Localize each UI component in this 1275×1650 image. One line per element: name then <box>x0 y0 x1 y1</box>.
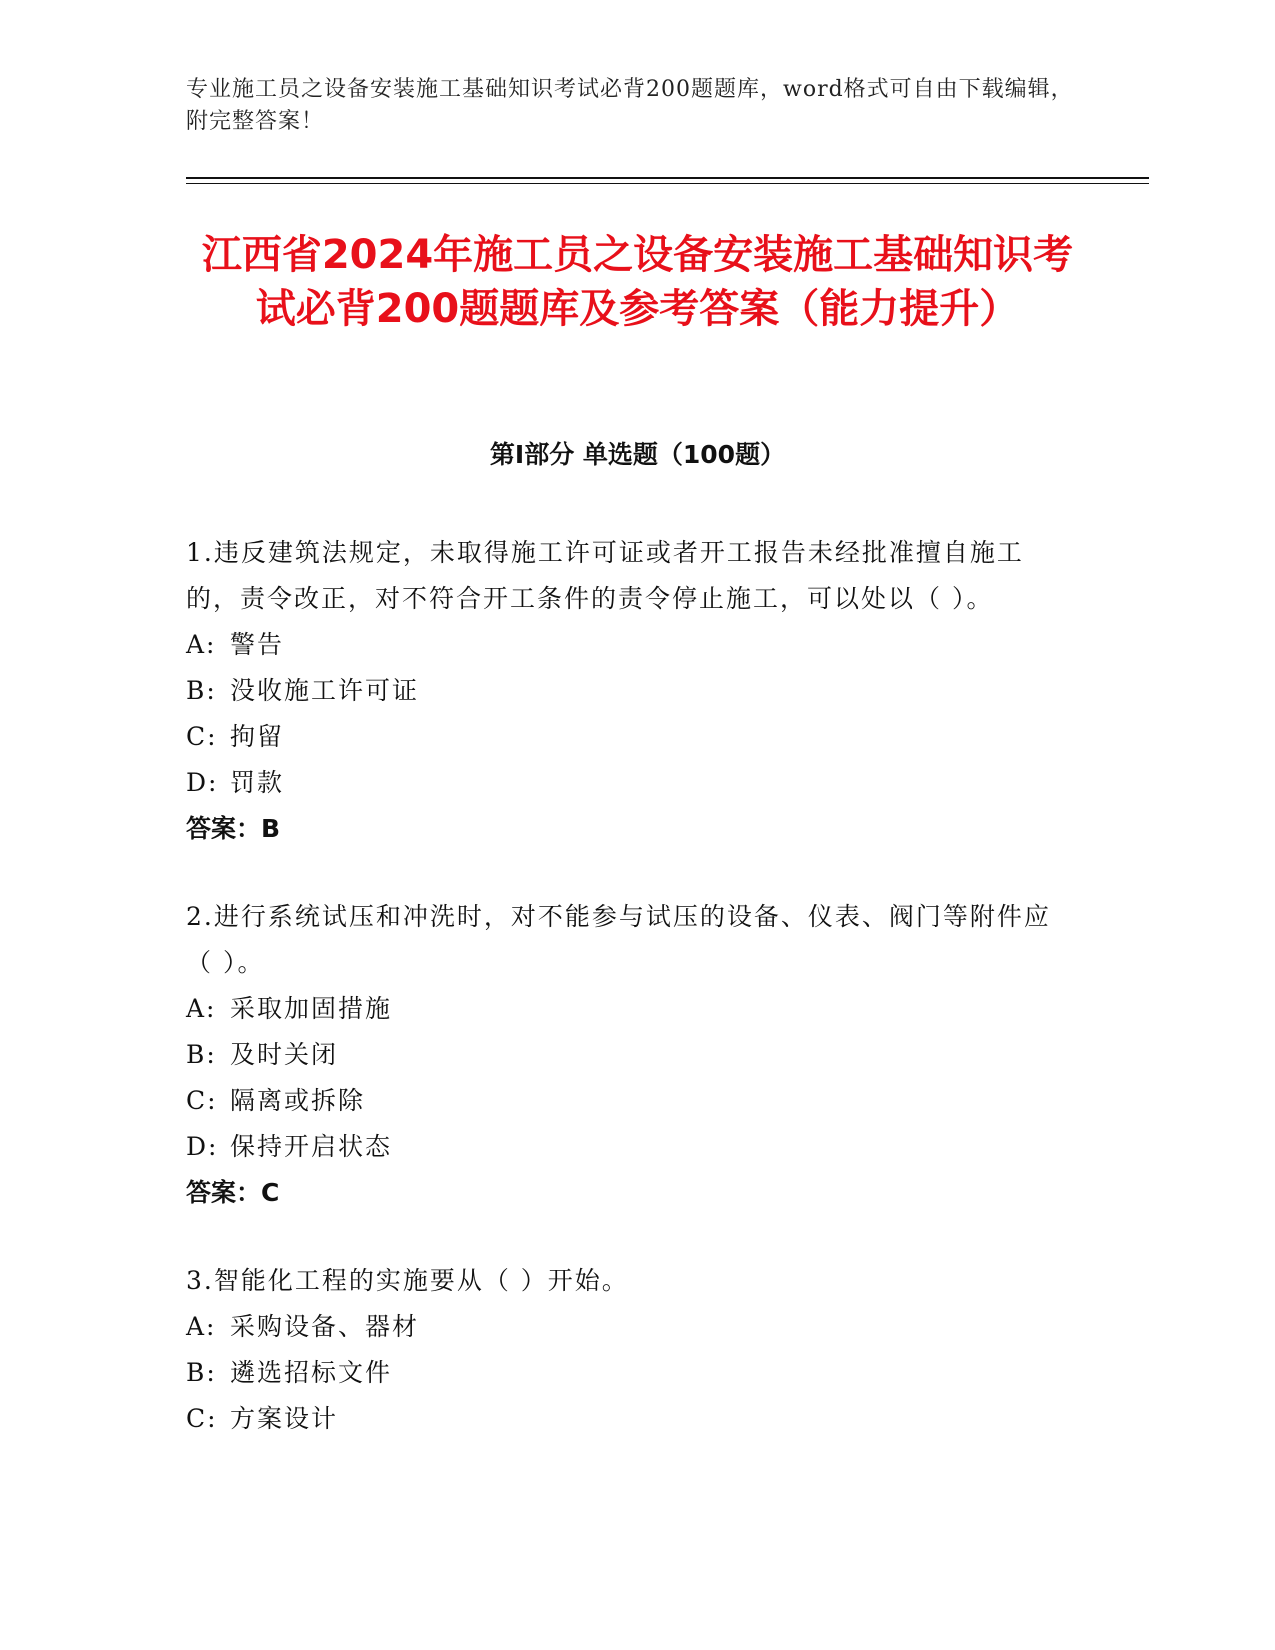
question-list <box>186 530 1066 1484</box>
question-stem: 2.进行系统试压和冲洗时，对不能参与试压的设备、仪表、阀门等附件应（ ）。 <box>186 902 1051 977</box>
option-key: C: <box>186 1404 218 1433</box>
option-b <box>186 1032 1066 1078</box>
header-rule-thick <box>186 177 1149 179</box>
option-text: 隔离或拆除 <box>230 1086 366 1115</box>
option-key: A: <box>186 630 217 659</box>
option-key: D: <box>186 1132 219 1161</box>
option-b <box>186 1350 1066 1396</box>
header-note: 专业施工员之设备安装施工基础知识考试必背200题题库，word格式可自由下载编辑，附完整答案！ <box>186 77 1074 134</box>
option-text: 采购设备、器材 <box>230 1312 420 1341</box>
option-text: 遴选招标文件 <box>230 1358 393 1387</box>
option-a <box>186 622 1066 668</box>
question-3 <box>186 1258 1066 1442</box>
option-key: B: <box>186 1040 217 1069</box>
option-text: 警告 <box>230 630 285 659</box>
answer-line: 答案：C <box>186 1178 280 1207</box>
option-c <box>186 1078 1066 1124</box>
option-text: 保持开启状态 <box>230 1132 393 1161</box>
question-stem: 1.违反建筑法规定，未取得施工许可证或者开工报告未经批准擅自施工的，责令改正，对不符合开工条件的责令停止施工，可以处以（ ）。 <box>186 538 1024 613</box>
option-key: A: <box>186 994 217 1023</box>
option-key: D: <box>186 768 219 797</box>
option-c <box>186 714 1066 760</box>
question-1 <box>186 530 1066 852</box>
option-key: B: <box>186 1358 217 1387</box>
option-a <box>186 1304 1066 1350</box>
question-stem: 3.智能化工程的实施要从（ ）开始。 <box>186 1266 629 1295</box>
option-text: 拘留 <box>230 722 285 751</box>
document-title: 江西省2024年施工员之设备安装施工基础知识考试必背200题题库及参考答案（能力提升） <box>201 232 1074 332</box>
option-key: A: <box>186 1312 217 1341</box>
answer-line: 答案：B <box>186 814 281 843</box>
option-b <box>186 668 1066 714</box>
option-text: 罚款 <box>230 768 285 797</box>
option-d <box>186 1124 1066 1170</box>
section-title: 第I部分 单选题（100题） <box>489 440 786 469</box>
option-key: B: <box>186 676 217 705</box>
header-rule-thin <box>186 183 1149 184</box>
option-c <box>186 1396 1066 1442</box>
option-text: 及时关闭 <box>230 1040 339 1069</box>
option-d <box>186 760 1066 806</box>
option-text: 没收施工许可证 <box>230 676 420 705</box>
option-text: 方案设计 <box>230 1404 339 1433</box>
option-key: C: <box>186 722 218 751</box>
option-key: C: <box>186 1086 218 1115</box>
option-text: 采取加固措施 <box>230 994 393 1023</box>
option-a <box>186 986 1066 1032</box>
question-2 <box>186 894 1066 1216</box>
